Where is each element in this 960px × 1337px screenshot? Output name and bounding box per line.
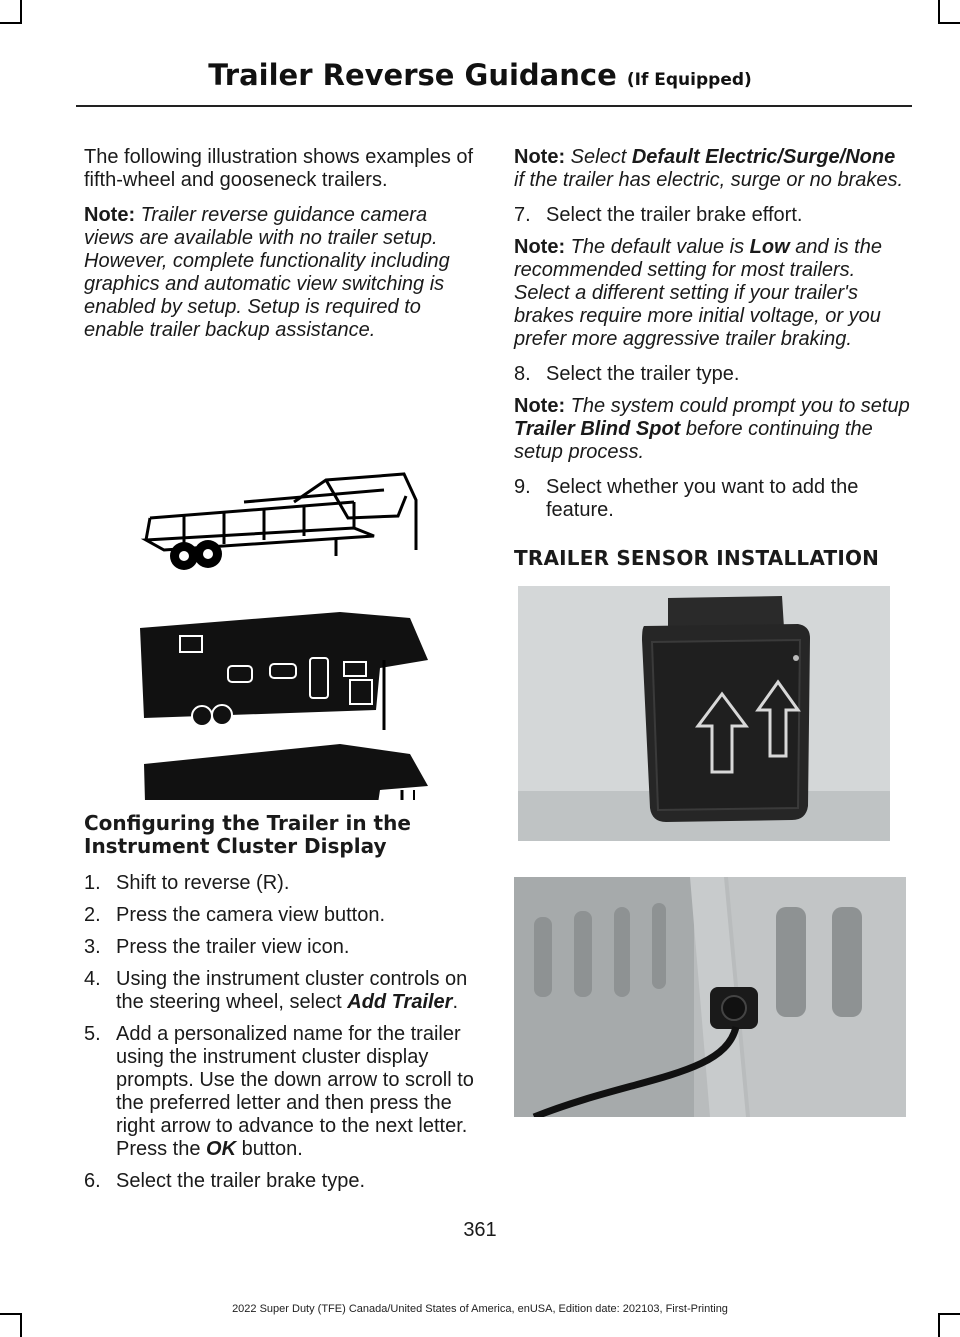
- list-item: [84, 1023, 480, 1161]
- step-text: Select the trailer brake type.: [116, 1170, 366, 1192]
- trailer-sensor-photo: [518, 586, 890, 841]
- step-number: 2.: [84, 904, 101, 926]
- list-item: [84, 968, 480, 1014]
- steps-list-8: [514, 363, 910, 386]
- step-text: Select whether you want to add the feature.: [546, 476, 859, 521]
- sensor-installation-heading: TRAILER SENSOR INSTALLATION: [514, 546, 880, 570]
- steps-list-7: [514, 204, 910, 227]
- list-item: [514, 476, 910, 522]
- step-number: 5.: [84, 1023, 101, 1045]
- step-text: Select the trailer type.: [546, 363, 740, 385]
- note-label: Note:: [84, 204, 136, 226]
- note-text-part: before continuing the setup process.: [514, 418, 873, 463]
- fifth-wheel-camper-trailer: [140, 612, 428, 730]
- list-item: [84, 904, 480, 927]
- step-text-part: Add a personalized name for the trailer using the instrument cluster display prompts. Use the down arrow to scroll to the preferred letter and then press the right arrow to advance to the next letter. Press the: [116, 1023, 474, 1160]
- page-number: 361: [463, 1219, 497, 1241]
- crop-mark: [938, 0, 940, 24]
- step-number: 3.: [84, 936, 101, 958]
- note-paragraph: [514, 395, 910, 464]
- page-title: Trailer Reverse Guidance: [208, 58, 617, 92]
- note-text-part: if the trailer has electric, surge or no brakes.: [514, 169, 904, 191]
- connector-icon: [710, 987, 758, 1029]
- step-text-part: .: [452, 991, 459, 1013]
- trailer-types-illustration: [84, 360, 480, 800]
- crop-mark: [938, 1313, 940, 1337]
- ok-term: OK: [206, 1138, 237, 1160]
- note-text: Trailer reverse guidance camera views are available with no trailer setup. However, complete functionality including graphics and automatic view switching is enabled by setup. Setup is required to enable trailer backup assistance.: [84, 204, 450, 341]
- step-number: 1.: [84, 872, 101, 894]
- trailer-blind-spot-term: Trailer Blind Spot: [514, 418, 681, 440]
- note-text-part: Select: [570, 146, 632, 168]
- trailer-sensor-svg: [518, 586, 890, 841]
- add-trailer-term: Add Trailer: [347, 991, 453, 1013]
- note-text: [514, 395, 910, 463]
- list-item: [514, 204, 910, 227]
- step-text-part: Using the instrument cluster controls on the steering wheel, select: [116, 968, 468, 1013]
- page-header: [0, 58, 960, 92]
- note-label: Note:: [514, 146, 566, 168]
- brake-option-term: Default Electric/Surge/None: [631, 146, 896, 168]
- truck-bed-connector-photo: [514, 877, 906, 1117]
- configuring-section-heading: Configuring the Trailer in the Instrument Cluster Display: [84, 811, 411, 858]
- step-number: 6.: [84, 1170, 101, 1192]
- edition-footer: 2022 Super Duty (TFE) Canada/United States of America, enUSA, Edition date: 202103, First-Printing: [232, 1303, 728, 1315]
- step-text: Shift to reverse (R).: [116, 872, 290, 894]
- list-item: [84, 936, 480, 959]
- step-number: 7.: [514, 204, 531, 226]
- note-text-part: The default value is: [570, 236, 750, 258]
- step-text: Press the trailer view icon.: [116, 936, 350, 958]
- note-paragraph: [84, 204, 480, 342]
- trailer-types-svg: [84, 360, 480, 800]
- step-text: Press the camera view button.: [116, 904, 386, 926]
- step-number: 9.: [514, 476, 531, 498]
- step-number: 8.: [514, 363, 531, 385]
- note-text-part: The system could prompt you to setup: [570, 395, 910, 417]
- crop-mark: [938, 22, 960, 24]
- page-subtitle: (If Equipped): [626, 70, 752, 90]
- header-rule: [76, 105, 912, 107]
- steps-list-9: [514, 476, 910, 522]
- list-item: [84, 1170, 480, 1193]
- truck-bed-svg: [514, 877, 906, 1117]
- note-label: Note:: [514, 395, 566, 417]
- crop-mark: [20, 1313, 22, 1337]
- step-text: Select the trailer brake effort.: [546, 204, 803, 226]
- wheel-hub: [179, 551, 189, 561]
- crop-mark: [0, 22, 22, 24]
- gooseneck-toy-hauler-trailer: [144, 744, 428, 800]
- step-text-part: button.: [236, 1138, 303, 1160]
- note-text: [514, 146, 903, 191]
- list-item: [84, 872, 480, 895]
- low-term: Low: [749, 236, 790, 258]
- step-number: 4.: [84, 968, 101, 990]
- note-label: Note:: [514, 236, 566, 258]
- wheel-hub: [203, 549, 213, 559]
- screw-icon: [793, 655, 799, 661]
- crop-mark: [20, 0, 22, 24]
- left-column: [84, 146, 480, 1202]
- note-paragraph: [514, 236, 910, 351]
- right-column: [514, 146, 910, 1117]
- step-text: [116, 1023, 480, 1161]
- intro-paragraph: The following illustration shows examples of fifth-wheel and gooseneck trailers.: [84, 146, 474, 191]
- step-text: [116, 968, 480, 1014]
- note-text-part: and is the recommended setting for most trailers. Select a different setting if your trailer's brakes require more initial voltage, or you prefer more aggressive trailer braking.: [514, 236, 882, 350]
- note-text: [514, 236, 882, 350]
- list-item: [514, 363, 910, 386]
- note-paragraph: [514, 146, 910, 192]
- configuring-steps-list: [84, 872, 480, 1193]
